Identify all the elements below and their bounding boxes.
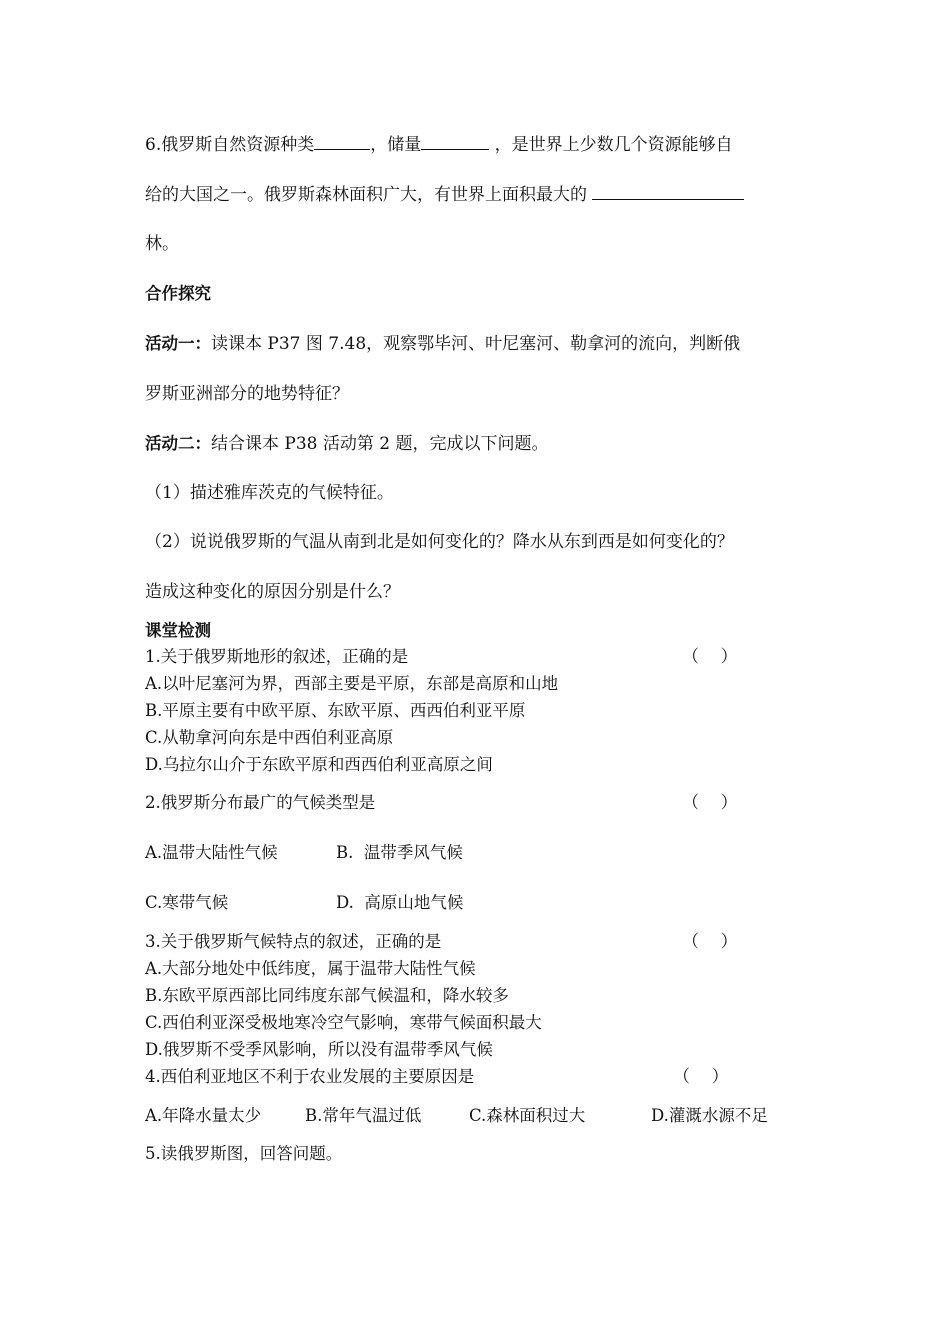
q1-option-b: B.平原主要有中欧平原、东欧平原、西西伯利亚平原 bbox=[145, 701, 526, 720]
q6-line2-text: 给的大国之一。俄罗斯森林面积广大，有世界上面积最大的 bbox=[145, 185, 593, 205]
q4-option-b: B.常年气温过低 bbox=[305, 1106, 422, 1125]
coop-heading: 合作探究 bbox=[145, 284, 211, 303]
q1-option-d: D.乌拉尔山介于东欧平原和西西伯利亚高原之间 bbox=[145, 755, 493, 774]
activity2-label: 活动二： bbox=[145, 434, 211, 453]
activity2-sub2: （2）说说俄罗斯的气温从南到北是如何变化的？降水从东到西是如何变化的？ bbox=[145, 532, 734, 552]
q6-line-3: 林。 bbox=[145, 234, 179, 254]
q1-answer-paren: （ ） bbox=[682, 647, 738, 667]
q5-stem: 5.读俄罗斯图，回答问题。 bbox=[145, 1144, 343, 1163]
q6-line-2 bbox=[145, 183, 744, 206]
q2-option-c: C.寒带气候 bbox=[145, 893, 229, 912]
q6-blank-types bbox=[314, 133, 370, 150]
q2-option-b: B. 温带季风气候 bbox=[336, 843, 463, 862]
q4-stem: 4.西伯利亚地区不利于农业发展的主要原因是 bbox=[145, 1067, 475, 1086]
activity1-text: 读课本 P37 图 7.48，观察鄂毕河、叶尼塞河、勒拿河的流向，判断俄 bbox=[211, 334, 741, 354]
activity1-label: 活动一： bbox=[145, 334, 211, 353]
q2-option-d: D. 高原山地气候 bbox=[336, 893, 464, 912]
q6-part1: 6.俄罗斯自然资源种类 bbox=[145, 135, 315, 155]
q4-answer-paren: （ ） bbox=[673, 1067, 729, 1087]
q3-option-c: C.西伯利亚深受极地寒冷空气影响，寒带气候面积最大 bbox=[145, 1013, 542, 1032]
q6-blank-reserves bbox=[421, 133, 489, 150]
q3-answer-paren: （ ） bbox=[682, 932, 738, 952]
q1-option-a: A.以叶尼塞河为界，西部主要是平原，东部是高原和山地 bbox=[145, 674, 559, 693]
q6-part2: ，储量 bbox=[370, 135, 422, 155]
q3-stem: 3.关于俄罗斯气候特点的叙述，正确的是 bbox=[145, 932, 442, 951]
q2-option-a: A.温带大陆性气候 bbox=[145, 843, 278, 862]
q3-option-d: D.俄罗斯不受季风影响，所以没有温带季风气候 bbox=[145, 1040, 493, 1059]
q6-blank-forest bbox=[592, 183, 744, 200]
activity1-line-2: 罗斯亚洲部分的地势特征？ bbox=[145, 384, 349, 404]
q2-stem: 2.俄罗斯分布最广的气候类型是 bbox=[145, 793, 376, 812]
q4-option-a: A.年降水量太少 bbox=[145, 1106, 262, 1125]
activity2-line bbox=[145, 433, 549, 455]
q1-stem: 1.关于俄罗斯地形的叙述，正确的是 bbox=[145, 647, 409, 666]
activity2-text: 结合课本 P38 活动第 2 题，完成以下问题。 bbox=[211, 434, 549, 454]
q4-option-c: C.森林面积过大 bbox=[469, 1106, 586, 1125]
q1-option-c: C.从勒拿河向东是中西伯利亚高原 bbox=[145, 728, 394, 747]
q6-line-1 bbox=[145, 133, 733, 156]
q3-option-b: B.东欧平原西部比同纬度东部气候温和，降水较多 bbox=[145, 986, 509, 1005]
activity1-line-1 bbox=[145, 333, 740, 355]
q3-option-a: A.大部分地处中低纬度，属于温带大陆性气候 bbox=[145, 959, 476, 978]
q4-option-d: D.灌溉水源不足 bbox=[651, 1106, 768, 1125]
activity2-sub2-line2: 造成这种变化的原因分别是什么？ bbox=[145, 582, 400, 602]
test-heading: 课堂检测 bbox=[145, 621, 211, 640]
q6-part3: ，是世界上少数几个资源能够自 bbox=[489, 135, 733, 155]
q2-answer-paren: （ ） bbox=[682, 793, 738, 813]
activity2-sub1: （1）描述雅库茨克的气候特征。 bbox=[145, 483, 394, 503]
